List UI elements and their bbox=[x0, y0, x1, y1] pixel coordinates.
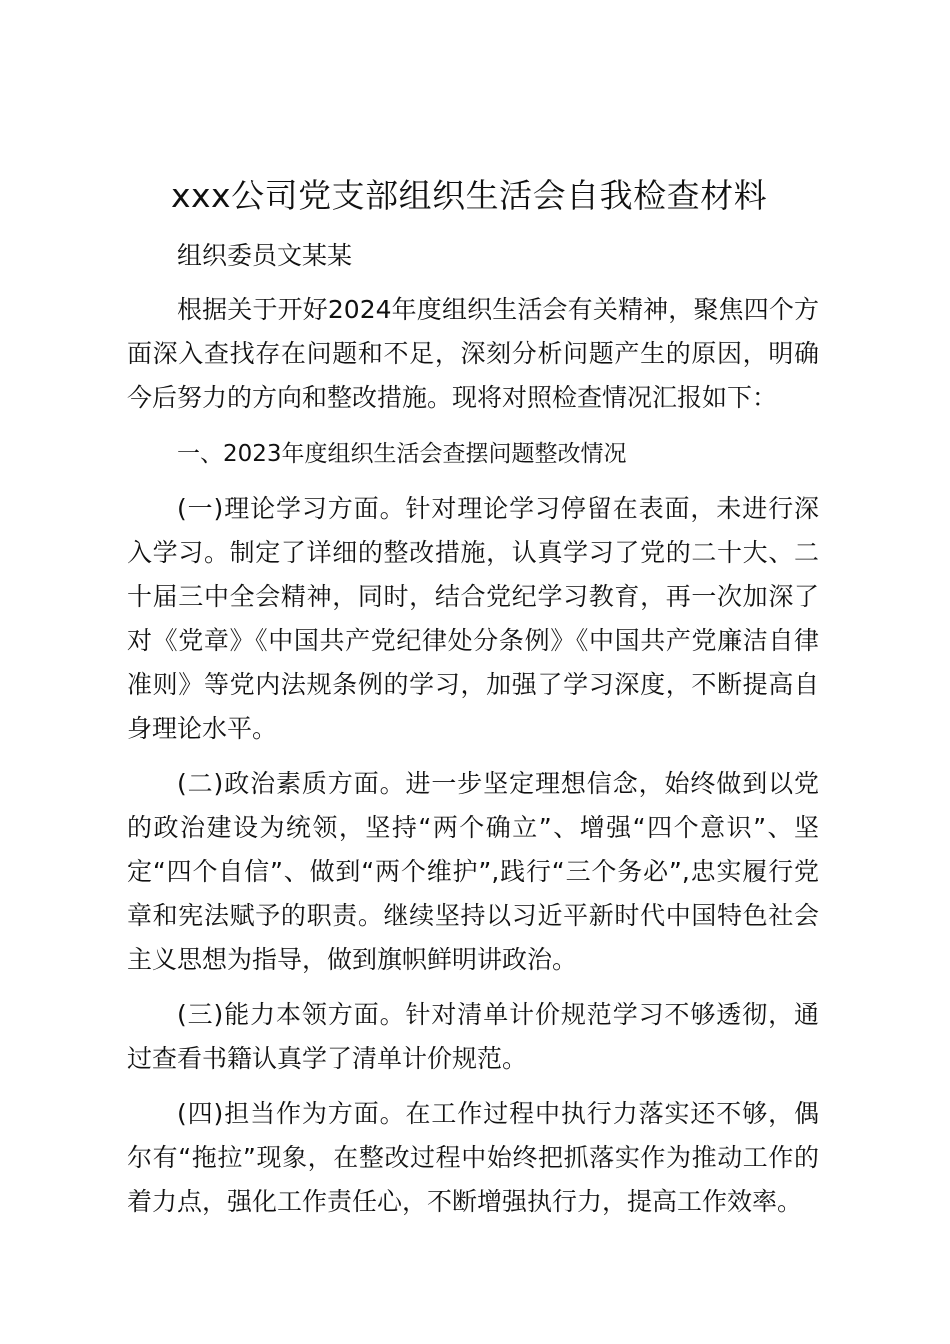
item-political-quality: (二)政治素质方面。进一步坚定理想信念，始终做到以党的政治建设为统领，坚持“两个确立”、增强“四个意识”、坚定“四个自信”、做到“两个维护”,践行“三个务必”,忠实履行党章和宪法赋予的职责。继续坚持以习近平新时代中国特色社会主义思想为指导，做到旗帜鲜明讲政治。 bbox=[127, 769, 819, 974]
document-title: xxx公司党支部组织生活会自我检查材料 bbox=[171, 176, 768, 215]
item-theory-study: (一)理论学习方面。针对理论学习停留在表面，未进行深入学习。制定了详细的整改措施，认真学习了党的二十大、二十届三中全会精神，同时，结合党纪学习教育，再一次加深了对《党章》《中国共产党纪律处分条例》《中国共产党廉洁自律准则》等党内法规条例的学习，加强了学习深度，不断提高自身理论水平。 bbox=[127, 494, 819, 743]
item-responsibility: (四)担当作为方面。在工作过程中执行力落实还不够，偶尔有“拖拉”现象，在整改过程中始终把抓落实作为推动工作的着力点，强化工作责任心，不断增强执行力，提高工作效率。 bbox=[127, 1099, 819, 1216]
item-ability: (三)能力本领方面。针对清单计价规范学习不够透彻，通过查看书籍认真学了清单计价规范。 bbox=[127, 1000, 819, 1073]
document-author: 组织委员文某某 bbox=[177, 241, 353, 270]
document-page bbox=[127, 168, 819, 1235]
section-heading-1: 一、2023年度组织生活会查摆问题整改情况 bbox=[177, 441, 627, 467]
intro-paragraph: 根据关于开好2024年度组织生活会有关精神，聚焦四个方面深入查找存在问题和不足，深刻分析问题产生的原因，明确今后努力的方向和整改措施。现将对照检查情况汇报如下： bbox=[127, 295, 819, 412]
